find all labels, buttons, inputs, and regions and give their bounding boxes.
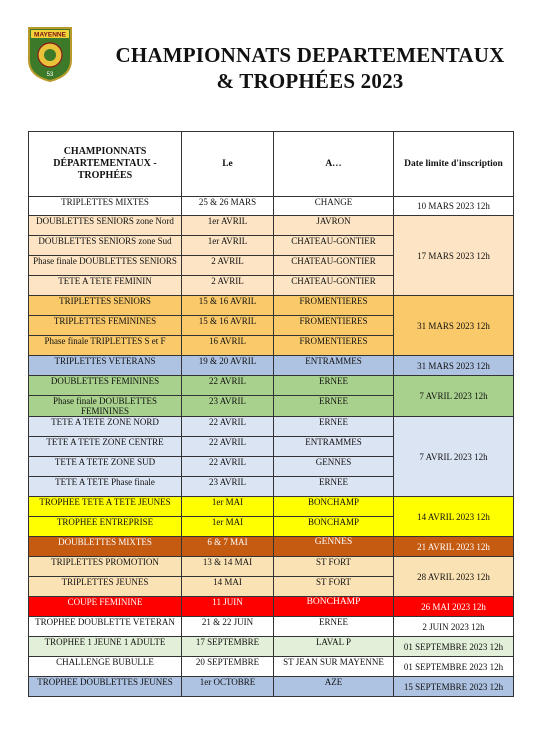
cell-date: 6 & 7 MAI (182, 537, 274, 557)
cell-event: DOUBLETTES MIXTES (29, 537, 182, 557)
cell-date: 22 AVRIL (182, 417, 274, 437)
cell-place: ERNEE (274, 376, 394, 396)
title-line-2: & TROPHÉES 2023 (216, 69, 404, 93)
cell-place: CHATEAU-GONTIER (274, 256, 394, 276)
cell-deadline: 14 AVRIL 2023 12h (394, 497, 514, 537)
cell-date: 1er MAI (182, 517, 274, 537)
cell-deadline: 10 MARS 2023 12h (394, 197, 514, 216)
table-row (29, 497, 514, 517)
cell-event: TROPHEE DOUBLETTES JEUNES (29, 677, 182, 697)
cell-date: 22 AVRIL (182, 437, 274, 457)
cell-deadline: 2 JUIN 2023 12h (394, 617, 514, 637)
table-body (29, 197, 514, 697)
cell-place: CHANGE (274, 197, 394, 216)
cell-place: ENTRAMMES (274, 437, 394, 457)
cell-place: ERNEE (274, 617, 394, 637)
cell-place: ERNEE (274, 417, 394, 437)
cell-event: DOUBLETTES SENIORS zone Sud (29, 236, 182, 256)
cell-date: 11 JUIN (182, 597, 274, 617)
cell-date: 25 & 26 MARS (182, 197, 274, 216)
cell-event: TETE A TETE ZONE CENTRE (29, 437, 182, 457)
table-row (29, 356, 514, 376)
cell-event: DOUBLETTES FEMININES (29, 376, 182, 396)
cell-place: BONCHAMP (274, 597, 394, 617)
cell-deadline: 7 AVRIL 2023 12h (394, 376, 514, 417)
title-line-1: CHAMPIONNATS DEPARTEMENTAUX (115, 43, 505, 67)
cell-event: Phase finale TRIPLETTES S et F (29, 336, 182, 356)
championships-table (28, 131, 514, 697)
cell-place: AZE (274, 677, 394, 697)
cell-deadline: 31 MARS 2023 12h (394, 296, 514, 356)
cell-date: 15 & 16 AVRIL (182, 316, 274, 336)
cell-place: GENNES (274, 457, 394, 477)
cell-date: 22 AVRIL (182, 457, 274, 477)
cell-date: 1er AVRIL (182, 216, 274, 236)
cell-place: LAVAL P (274, 637, 394, 657)
cell-date: 23 AVRIL (182, 477, 274, 497)
cell-deadline: 26 MAI 2023 12h (394, 597, 514, 617)
cell-date: 21 & 22 JUIN (182, 617, 274, 637)
cell-event: TRIPLETTES JEUNES (29, 577, 182, 597)
cell-event: TROPHEE 1 JEUNE 1 ADULTE (29, 637, 182, 657)
cell-deadline: 28 AVRIL 2023 12h (394, 557, 514, 597)
logo-bottom-text: 53 (46, 72, 54, 78)
cell-event: TETE A TETE Phase finale (29, 477, 182, 497)
cell-event: DOUBLETTES SENIORS zone Nord (29, 216, 182, 236)
column-header-place: A… (274, 132, 394, 197)
cell-date: 13 & 14 MAI (182, 557, 274, 577)
cell-deadline: 31 MARS 2023 12h (394, 356, 514, 376)
cell-deadline: 21 AVRIL 2023 12h (394, 537, 514, 557)
cell-deadline: 01 SEPTEMBRE 2023 12h (394, 637, 514, 657)
cell-place: FROMENTIERES (274, 296, 394, 316)
cell-place: CHATEAU-GONTIER (274, 276, 394, 296)
cell-place: CHATEAU-GONTIER (274, 236, 394, 256)
cell-place: GENNES (274, 537, 394, 557)
cell-date: 1er MAI (182, 497, 274, 517)
cell-event: CHALLENGE BUBULLE (29, 657, 182, 677)
table-row (29, 197, 514, 216)
cell-date: 2 AVRIL (182, 276, 274, 296)
cell-place: ENTRAMMES (274, 356, 394, 376)
cell-event: Phase finale DOUBLETTES SENIORS (29, 256, 182, 276)
table-row (29, 417, 514, 437)
cell-deadline: 7 AVRIL 2023 12h (394, 417, 514, 497)
cell-event: TRIPLETTES FEMININES (29, 316, 182, 336)
cell-place: ERNEE (274, 477, 394, 497)
logo-top-text: MAYENNE (34, 31, 66, 39)
cell-deadline: 17 MARS 2023 12h (394, 216, 514, 296)
cell-date: 19 & 20 AVRIL (182, 356, 274, 376)
cell-place: FROMENTIERES (274, 336, 394, 356)
cell-date: 15 & 16 AVRIL (182, 296, 274, 316)
table-row (29, 376, 514, 396)
cell-event: TETE A TETE ZONE SUD (29, 457, 182, 477)
cell-date: 17 SEPTEMBRE (182, 637, 274, 657)
federation-logo (27, 26, 73, 82)
cell-place: JAVRON (274, 216, 394, 236)
cell-place: FROMENTIERES (274, 316, 394, 336)
column-header-event: CHAMPIONNATS DÉPARTEMENTAUX - TROPHÉES (29, 132, 182, 197)
column-header-deadline: Date limite d'inscription (394, 132, 514, 197)
cell-event: TRIPLETTES PROMOTION (29, 557, 182, 577)
cell-place: ST FORT (274, 577, 394, 597)
cell-place: BONCHAMP (274, 517, 394, 537)
cell-event: TROPHEE TETE A TETE JEUNES (29, 497, 182, 517)
table-row (29, 617, 514, 637)
cell-event: TROPHEE DOUBLETTE VETERAN (29, 617, 182, 637)
column-header-date: Le (182, 132, 274, 197)
cell-place: ERNEE (274, 396, 394, 417)
table-row (29, 657, 514, 677)
page-title (90, 42, 530, 94)
table-row (29, 296, 514, 316)
cell-deadline: 01 SEPTEMBRE 2023 12h (394, 657, 514, 677)
cell-place: ST JEAN SUR MAYENNE (274, 657, 394, 677)
table-header-row (29, 132, 514, 197)
table-row (29, 637, 514, 657)
cell-event: TRIPLETTES MIXTES (29, 197, 182, 216)
cell-date: 20 SEPTEMBRE (182, 657, 274, 677)
cell-event: COUPE FEMININE (29, 597, 182, 617)
table-row (29, 597, 514, 617)
cell-date: 22 AVRIL (182, 376, 274, 396)
cell-date: 16 AVRIL (182, 336, 274, 356)
table-row (29, 677, 514, 697)
cell-place: ST FORT (274, 557, 394, 577)
cell-event: TRIPLETTES SENIORS (29, 296, 182, 316)
cell-event: TROPHEE ENTREPRISE (29, 517, 182, 537)
cell-event: TRIPLETTES VETERANS (29, 356, 182, 376)
cell-date: 2 AVRIL (182, 256, 274, 276)
cell-event: Phase finale DOUBLETTES FEMININES (29, 396, 182, 417)
cell-place: BONCHAMP (274, 497, 394, 517)
cell-date: 23 AVRIL (182, 396, 274, 417)
cell-date: 1er OCTOBRE (182, 677, 274, 697)
table-row (29, 216, 514, 236)
cell-deadline: 15 SEPTEMBRE 2023 12h (394, 677, 514, 697)
cell-date: 1er AVRIL (182, 236, 274, 256)
cell-event: TETE A TETE ZONE NORD (29, 417, 182, 437)
cell-event: TETE A TETE FEMININ (29, 276, 182, 296)
cell-date: 14 MAI (182, 577, 274, 597)
table-row (29, 557, 514, 577)
table-row (29, 537, 514, 557)
